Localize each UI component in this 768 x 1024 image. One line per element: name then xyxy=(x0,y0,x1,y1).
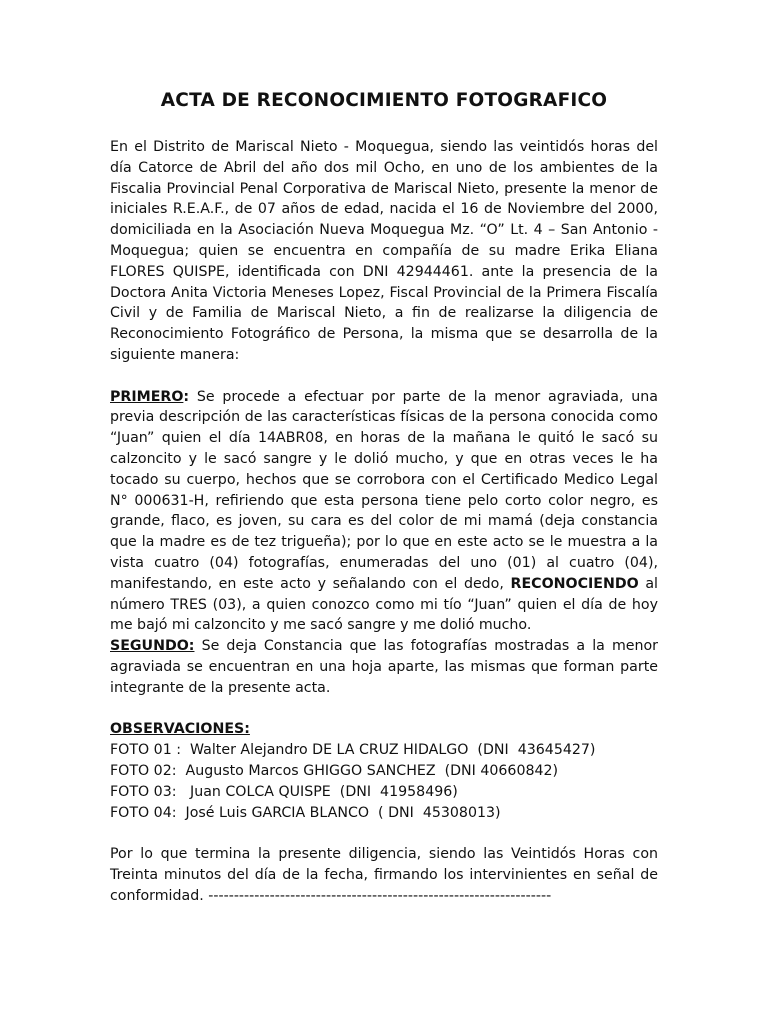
observaciones-section xyxy=(110,719,658,823)
spacer xyxy=(110,699,658,720)
closing-dashes: ------------------------------------------------------------------- xyxy=(208,887,552,904)
spacer xyxy=(110,366,658,387)
closing-text: Por lo que termina la presente diligencia, siendo las Veintidós Horas con Treinta minutos del día de la fecha, firmando los intervinientes en señal de conformidad. xyxy=(110,846,658,904)
foto-line-4: FOTO 04: José Luis GARCIA BLANCO ( DNI 45308013) xyxy=(110,804,501,821)
primero-emphasis: RECONOCIENDO xyxy=(510,575,639,592)
primero-colon: : xyxy=(183,388,190,405)
segundo-text: Se deja Constancia que las fotografías mostradas a la menor agraviada se encuentran en una hoja aparte, las mismas que forman parte integrante de la presente acta. xyxy=(110,638,658,696)
document-title: ACTA DE RECONOCIMIENTO FOTOGRAFICO xyxy=(160,90,608,111)
primero-paragraph xyxy=(110,387,658,637)
primero-text-before: Se procede a efectuar por parte de la menor agraviada, una previa descripción de las características físicas de la persona conocida como “Juan” quien el día 14ABR08, en horas de la mañana le quitó le sacó su calzoncito y le sacó sangre y le dolió mucho, y que en otras veces le ha tocado su cuerpo, hechos que se corrobora con el Certificado Medico Legal N° 000631-H, refiriendo que esta persona tiene pelo corto color negro, es grande, flaco, es joven, su cara es del color de mi mamá (deja constancia que la madre es de tez trigueña); por lo que en este acto se le muestra a la vista cuatro (04) fotografías, enumeradas del uno (01) al cuatro (04), manifestando, en este acto y señalando con el dedo, xyxy=(110,388,658,592)
intro-paragraph: En el Distrito de Mariscal Nieto - Moquegua, siendo las veintidós horas del día Catorce de Abril del año dos mil Ocho, en uno de los ambientes de la Fiscalia Provincial Penal Corporativa de Mariscal Nieto, presente la menor de iniciales R.E.A.F., de 07 años de edad, nacida el 16 de Noviembre del 2000, domiciliada en la Asociación Nueva Moquegua Mz. “O” Lt. 4 – San Antonio - Moquegua; quien se encuentra en compañía de su madre Erika Eliana FLORES QUISPE, identificada con DNI 42944461. ante la presencia de la Doctora Anita Victoria Meneses Lopez, Fiscal Provincial de la Primera Fiscalía Civil y de Familia de Mariscal Nieto, a fin de realizarse la diligencia de Reconocimiento Fotográfico de Persona, la misma que se desarrolla de la siguiente manera: xyxy=(110,139,658,363)
spacer xyxy=(110,823,658,844)
foto-line-1: FOTO 01 : Walter Alejandro DE LA CRUZ HIDALGO (DNI 43645427) xyxy=(110,742,596,759)
primero-label: PRIMERO xyxy=(110,388,184,405)
segundo-label: SEGUNDO: xyxy=(110,638,195,655)
primero-text-after: al número TRES (03), a quien conozco como mi tío “Juan” quien el día de hoy me bajó mi calzoncito y me sacó sangre y me dolió mucho. xyxy=(110,575,658,634)
foto-line-2: FOTO 02: Augusto Marcos GHIGGO SANCHEZ (DNI 40660842) xyxy=(110,762,559,779)
closing-paragraph xyxy=(110,844,658,906)
document-body xyxy=(110,137,658,906)
observaciones-label: OBSERVACIONES: xyxy=(110,721,250,738)
segundo-paragraph xyxy=(110,636,658,698)
foto-line-3: FOTO 03: Juan COLCA QUISPE (DNI 41958496) xyxy=(110,783,458,800)
